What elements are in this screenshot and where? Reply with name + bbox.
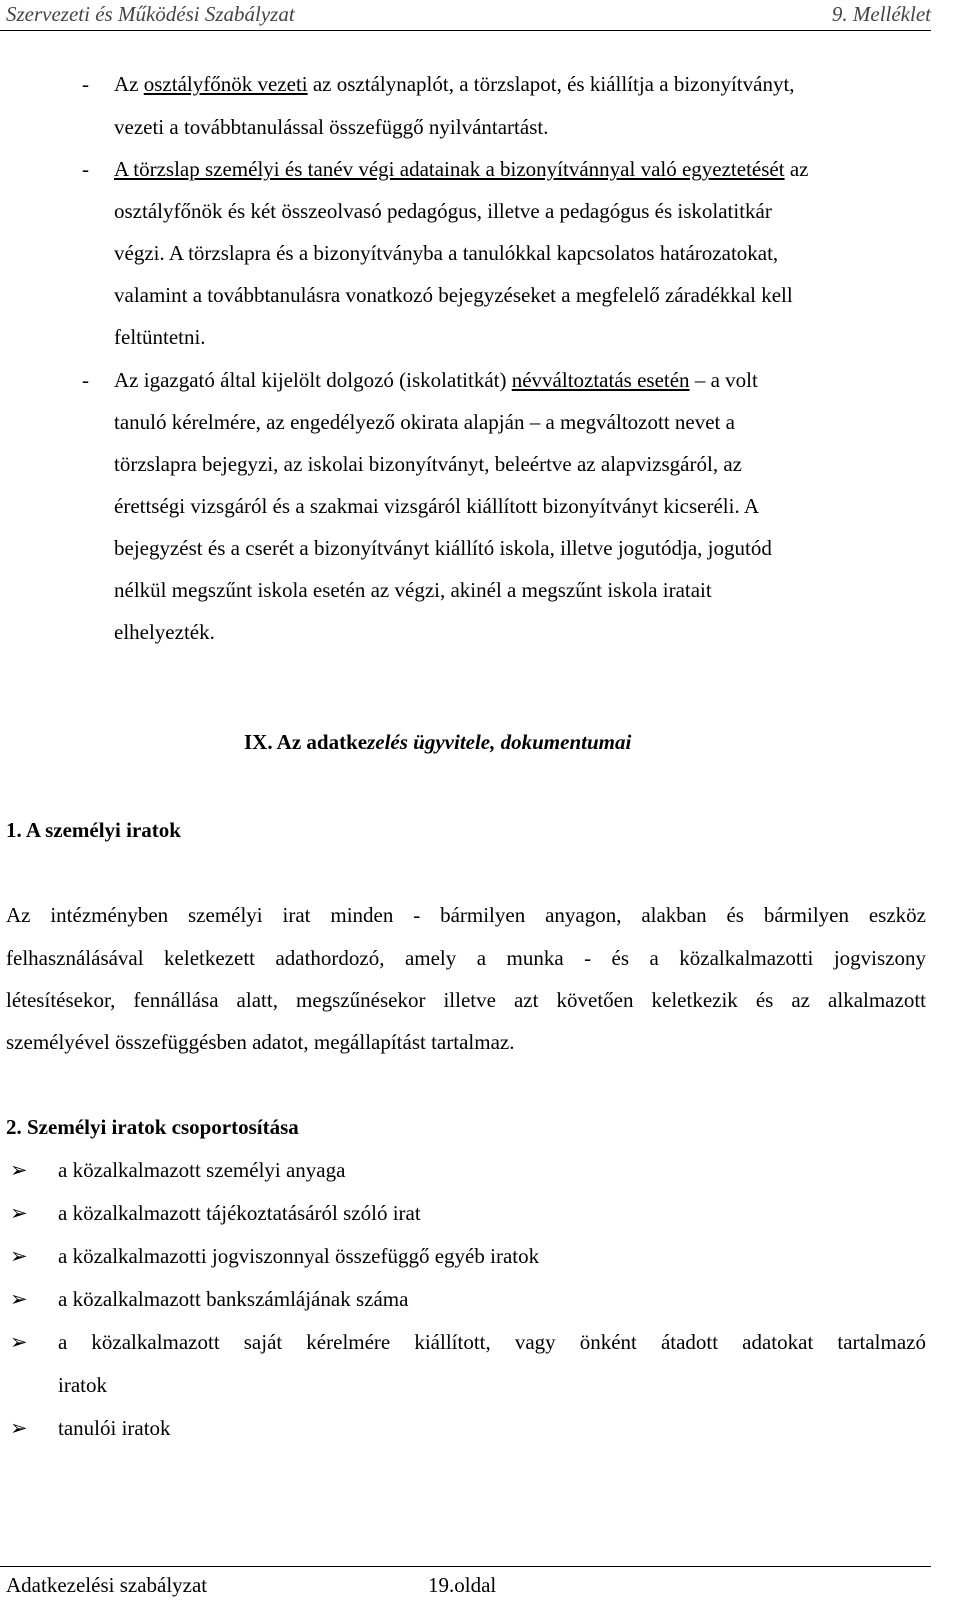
paragraph-line: Az osztályfőnök vezeti az osztálynaplót, a törzslapot, és kiállítja a bizonyítványt,	[114, 72, 795, 96]
arrow-bullet-icon: ➢	[10, 1287, 28, 1311]
list-item: a közalkalmazott bankszámlájának száma	[58, 1287, 409, 1311]
list-item: tanulói iratok	[58, 1416, 171, 1440]
paragraph-line: tanuló kérelmére, az engedélyező okirata alapján – a megváltozott nevet a	[114, 410, 735, 434]
paragraph-line: érettségi vizsgáról és a szakmai vizsgáról kiállított bizonyítványt kicseréli. A	[114, 494, 759, 518]
arrow-bullet-icon: ➢	[10, 1330, 28, 1354]
list-item: a közalkalmazott személyi anyaga	[58, 1158, 346, 1182]
arrow-bullet-icon: ➢	[10, 1416, 28, 1440]
paragraph-line: Az intézményben személyi irat minden - bármilyen anyagon, alakban és bármilyen eszköz	[6, 903, 926, 927]
section-heading: 1. A személyi iratok	[6, 818, 181, 842]
bullet-marker: -	[82, 368, 89, 392]
paragraph-line: valamint a továbbtanulásra vonatkozó bejegyzéseket a megfelelő záradékkal kell	[114, 283, 793, 307]
arrow-bullet-icon: ➢	[10, 1244, 28, 1268]
bullet-marker: -	[82, 72, 89, 96]
arrow-bullet-icon: ➢	[10, 1201, 28, 1225]
paragraph-line: felhasználásával keletkezett adathordozó, amely a munka - és a közalkalmazotti jogviszony	[6, 946, 926, 970]
paragraph-line: nélkül megszűnt iskola esetén az végzi, akinél a megszűnt iskola iratait	[114, 578, 712, 602]
paragraph-line: A törzslap személyi és tanév végi adatainak a bizonyítvánnyal való egyeztetését az	[114, 157, 809, 181]
header-title: Szervezeti és Működési Szabályzat	[6, 2, 295, 26]
list-item-continuation: iratok	[58, 1373, 107, 1397]
footer-page-number: 19.oldal	[428, 1573, 497, 1597]
page-footer	[0, 1566, 931, 1597]
paragraph-line: bejegyzést és a cserét a bizonyítványt kiállító iskola, illetve jogutódja, jogutód	[114, 536, 772, 560]
list-item: a közalkalmazott saját kérelmére kiállított, vagy önként átadott adatokat tartalmazó	[58, 1330, 926, 1354]
list-item: a közalkalmazott tájékoztatásáról szóló irat	[58, 1201, 421, 1225]
header-appendix: 9. Melléklet	[831, 2, 931, 26]
page-header	[0, 0, 931, 31]
paragraph-line: feltüntetni.	[114, 325, 206, 349]
chapter-heading: IX. Az adatkezelés ügyvitele, dokumentumai	[244, 730, 632, 754]
paragraph-line: létesítésekor, fennállása alatt, megszűnésekor illetve azt követően keletkezik és az alkalmazott	[6, 988, 926, 1012]
bullet-marker: -	[82, 157, 89, 181]
paragraph-line: végzi. A törzslapra és a bizonyítványba a tanulókkal kapcsolatos határozatokat,	[114, 241, 779, 265]
paragraph-line: osztályfőnök és két összeolvasó pedagógus, illetve a pedagógus és iskolatitkár	[114, 199, 772, 223]
section-heading: 2. Személyi iratok csoportosítása	[6, 1115, 299, 1139]
paragraph-line: vezeti a továbbtanulással összefüggő nyilvántartást.	[114, 115, 549, 139]
footer-document-name: Adatkezelési szabályzat	[6, 1573, 208, 1597]
paragraph-line: személyével összefüggésben adatot, megállapítást tartalmaz.	[6, 1030, 515, 1054]
list-item: a közalkalmazotti jogviszonnyal összefüggő egyéb iratok	[58, 1244, 540, 1268]
paragraph-line: elhelyezték.	[114, 620, 215, 644]
arrow-bullet-icon: ➢	[10, 1158, 28, 1182]
paragraph-line: Az igazgató által kijelölt dolgozó (iskolatitkát) névváltoztatás esetén – a volt	[114, 368, 758, 392]
paragraph-line: törzslapra bejegyzi, az iskolai bizonyítványt, beleértve az alapvizsgáról, az	[114, 452, 742, 476]
